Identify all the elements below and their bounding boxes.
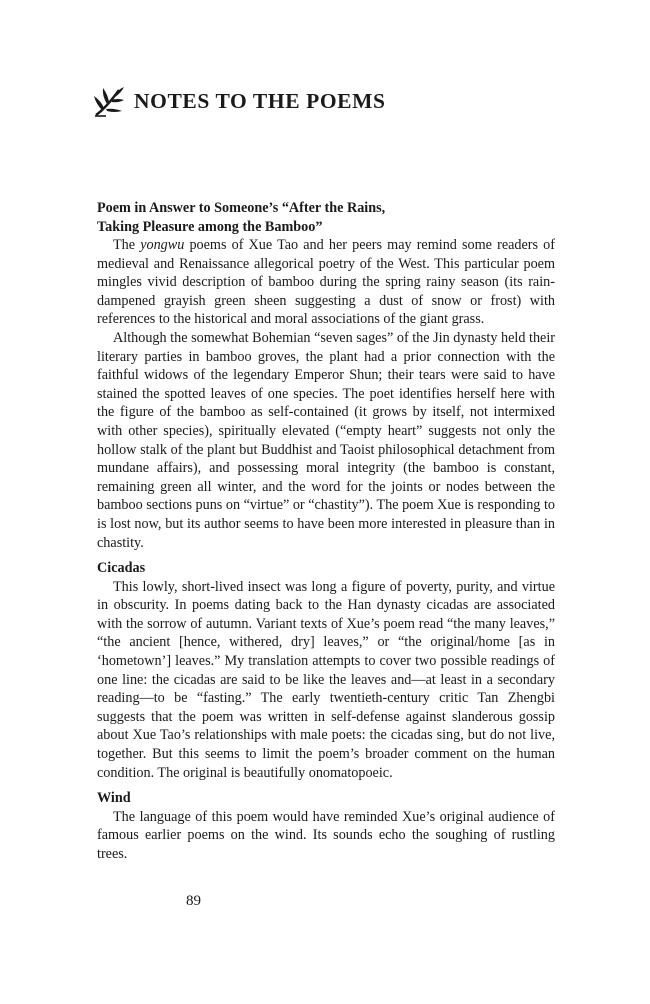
paragraph: The language of this poem would have reminded Xue’s original audience of famous earlier poems on the wind. Its sounds echo the soughing of rustling trees. (97, 808, 555, 862)
section-heading: Cicadas (97, 560, 146, 577)
page-number: 89 (186, 893, 201, 909)
paragraph: This lowly, short-lived insect was long a figure of poverty, purity, and virtue in obscurity. In poems dating back to the Han dynasty cicadas are associated with the sorrow of autumn. Variant texts of Xue’s poem read “the many leaves,” “the ancient [hence, withered, dry] leaves,” or “the original/home [as in ‘hometown’] leaves.” My translation attempts to cover two possible readings of one line: the cicadas are said to be like the leaves and—at least in a secondary reading—to be “fasting.” The early twentieth-century critic Tan Zhengbi suggests that the poem was written in self-defense against slanderous gossip about Xue Tao’s relationships with male poets: the cicadas sing, but do not live, together. But this seems to limit the poem’s broader comment on the human condition. The original is beautifully onomatopoeic. (97, 578, 555, 781)
section-heading: Wind (97, 790, 131, 807)
chapter-title: NOTES TO THE POEMS (134, 88, 386, 113)
bamboo-sprig-icon (92, 84, 126, 118)
paragraph: The yongwu poems of Xue Tao and her peers may remind some readers of medieval and Renaissance allegorical poetry of the West. This particular poem mingles vivid description of bamboo during the spring rainy season (its rain-dampened grayish green sheen suggesting a dust of snow or frost) with references to the historical and moral associations of the giant grass. (97, 237, 555, 328)
paragraph: Although the somewhat Bohemian “seven sages” of the Jin dynasty held their literary parties in bamboo groves, the plant had a prior connection with the faithful widows of the legendary Emperor Shun; their tears were said to have stained the spotted leaves of one species. The poet identifies herself here with the figure of the bamboo as self-contained (it grows by itself, not intermixed with other species), spiritually elevated (“empty heart” suggests not only the hollow stalk of the plant but Buddhist and Taoist philosophical detachment from mundane affairs), and possessing moral integrity (the bamboo is constant, remaining green all winter, and the word for the joints or nodes between the bamboo sections puns on “virtue” or “chastity”). The poem Xue is responding to is lost now, but its author seems to have been more interested in pleasure than in chastity. (97, 329, 555, 551)
italic-term: yongwu (140, 237, 185, 253)
notes-body (97, 199, 555, 863)
section-heading: Poem in Answer to Someone’s “After the Rains, Taking Pleasure among the Bamboo” (97, 200, 386, 235)
chapter-header (92, 84, 386, 118)
